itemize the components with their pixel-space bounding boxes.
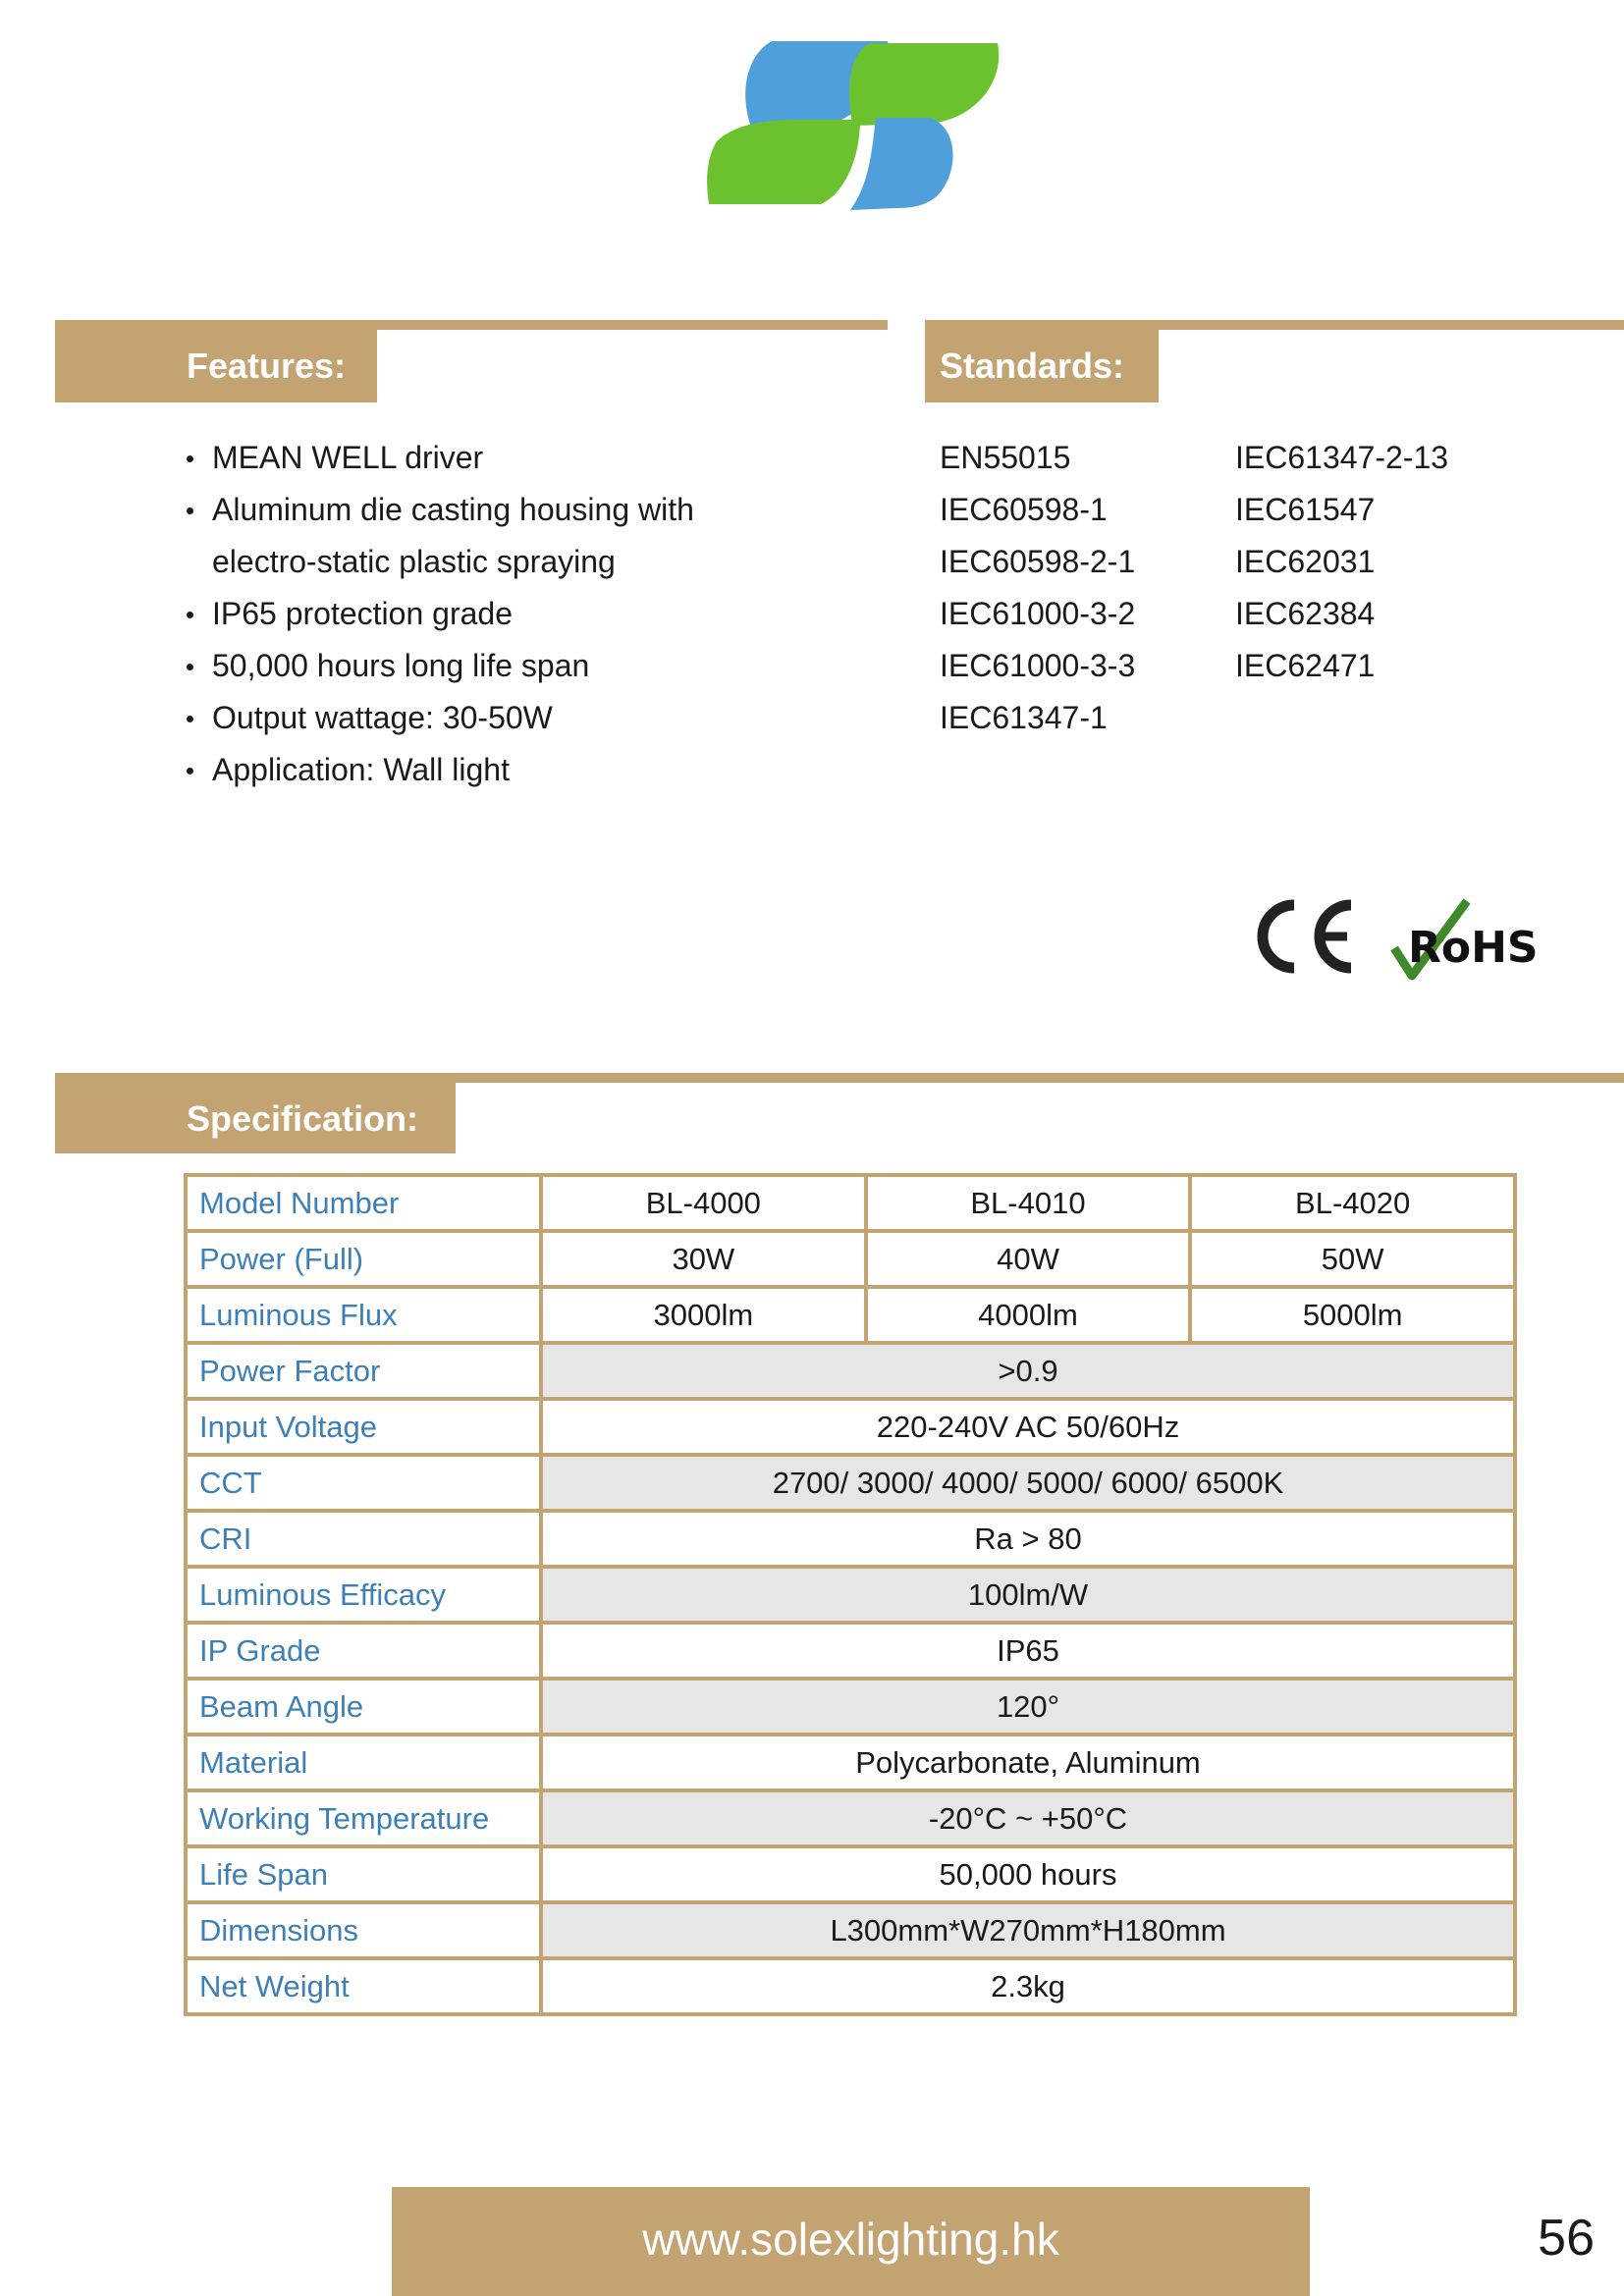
value-cell: 3000lm: [543, 1289, 864, 1341]
table-row: [188, 1401, 1513, 1453]
table-row: [188, 1960, 1513, 2012]
row-label: Dimensions: [188, 1904, 539, 1956]
row-label: IP Grade: [188, 1625, 539, 1677]
table-row: [188, 1625, 1513, 1677]
table-row: [188, 1513, 1513, 1565]
value-cell: 50,000 hours: [543, 1848, 1513, 1900]
standards-divider: [925, 320, 1624, 330]
table-row: [188, 1457, 1513, 1509]
standard-item: IEC60598-2-1: [940, 544, 1136, 579]
table-row: [188, 1569, 1513, 1621]
feature-item: Output wattage: 30-50W: [183, 692, 694, 744]
table-row: [188, 1289, 1513, 1341]
row-label: Power Factor: [188, 1345, 539, 1397]
feature-item: Application: Wall light: [183, 744, 694, 796]
standard-item: IEC61347-1: [940, 700, 1108, 735]
value-cell: 2700/ 3000/ 4000/ 5000/ 6000/ 6500K: [543, 1457, 1513, 1509]
table-row: [188, 1792, 1513, 1844]
row-label: Model Number: [188, 1177, 539, 1229]
row-label: Luminous Efficacy: [188, 1569, 539, 1621]
rohs-label: RoHS: [1408, 923, 1539, 973]
value-cell: 40W: [868, 1233, 1189, 1285]
row-label: Working Temperature: [188, 1792, 539, 1844]
model-cell: BL-4010: [868, 1177, 1189, 1229]
standard-item: IEC62384: [1235, 596, 1376, 631]
feature-item: Aluminum die casting housing with electro-static plastic spraying: [183, 484, 694, 588]
value-cell: >0.9: [543, 1345, 1513, 1397]
row-label: Beam Angle: [188, 1681, 539, 1733]
standard-item: EN55015: [940, 440, 1071, 475]
value-cell: 4000lm: [868, 1289, 1189, 1341]
value-cell: 5000lm: [1192, 1289, 1513, 1341]
value-cell: -20°C ~ +50°C: [543, 1792, 1513, 1844]
table-row: [188, 1681, 1513, 1733]
features-divider: [55, 320, 888, 330]
table-row: [188, 1736, 1513, 1789]
website-link[interactable]: www.solexlighting.hk: [642, 2214, 1059, 2265]
features-list: [183, 432, 694, 796]
value-cell: Ra > 80: [543, 1513, 1513, 1565]
row-label: Material: [188, 1736, 539, 1789]
row-label: Net Weight: [188, 1960, 539, 2012]
standards-list: [940, 432, 1489, 744]
row-label: CRI: [188, 1513, 539, 1565]
table-row: [188, 1233, 1513, 1285]
rohs-mark: [1390, 897, 1555, 982]
model-cell: BL-4000: [543, 1177, 864, 1229]
value-cell: 120°: [543, 1681, 1513, 1733]
value-cell: Polycarbonate, Aluminum: [543, 1736, 1513, 1789]
value-cell: IP65: [543, 1625, 1513, 1677]
row-label: Life Span: [188, 1848, 539, 1900]
standard-item: IEC60598-1: [940, 492, 1108, 527]
row-label: Power (Full): [188, 1233, 539, 1285]
specification-table: [184, 1173, 1517, 2016]
website-footer[interactable]: [392, 2187, 1310, 2296]
specification-divider: [55, 1073, 1624, 1083]
features-title: Features:: [55, 330, 377, 402]
standard-item: IEC61347-2-13: [1235, 440, 1449, 475]
feature-item: IP65 protection grade: [183, 588, 694, 640]
model-cell: BL-4020: [1192, 1177, 1513, 1229]
row-label: Input Voltage: [188, 1401, 539, 1453]
value-cell: L300mm*W270mm*H180mm: [543, 1904, 1513, 1956]
value-cell: 100lm/W: [543, 1569, 1513, 1621]
page-number: 56: [1538, 2210, 1595, 2267]
standard-item: IEC61000-3-3: [940, 648, 1136, 683]
table-row: [188, 1848, 1513, 1900]
value-cell: 2.3kg: [543, 1960, 1513, 2012]
ce-mark-icon: [1243, 897, 1361, 976]
value-cell: 220-240V AC 50/60Hz: [543, 1401, 1513, 1453]
solex-leaf-logo: [703, 35, 1001, 212]
value-cell: 50W: [1192, 1233, 1513, 1285]
feature-item: MEAN WELL driver: [183, 432, 694, 484]
standard-item: IEC62471: [1235, 648, 1376, 683]
standards-title: Standards:: [925, 330, 1159, 402]
feature-item: 50,000 hours long life span: [183, 640, 694, 692]
table-row: [188, 1345, 1513, 1397]
standard-item: IEC61547: [1235, 492, 1376, 527]
row-label: Luminous Flux: [188, 1289, 539, 1341]
value-cell: 30W: [543, 1233, 864, 1285]
table-row: [188, 1177, 1513, 1229]
standard-item: IEC62031: [1235, 544, 1376, 579]
row-label: CCT: [188, 1457, 539, 1509]
standard-item: IEC61000-3-2: [940, 596, 1136, 631]
specification-title: Specification:: [55, 1083, 456, 1153]
table-row: [188, 1904, 1513, 1956]
